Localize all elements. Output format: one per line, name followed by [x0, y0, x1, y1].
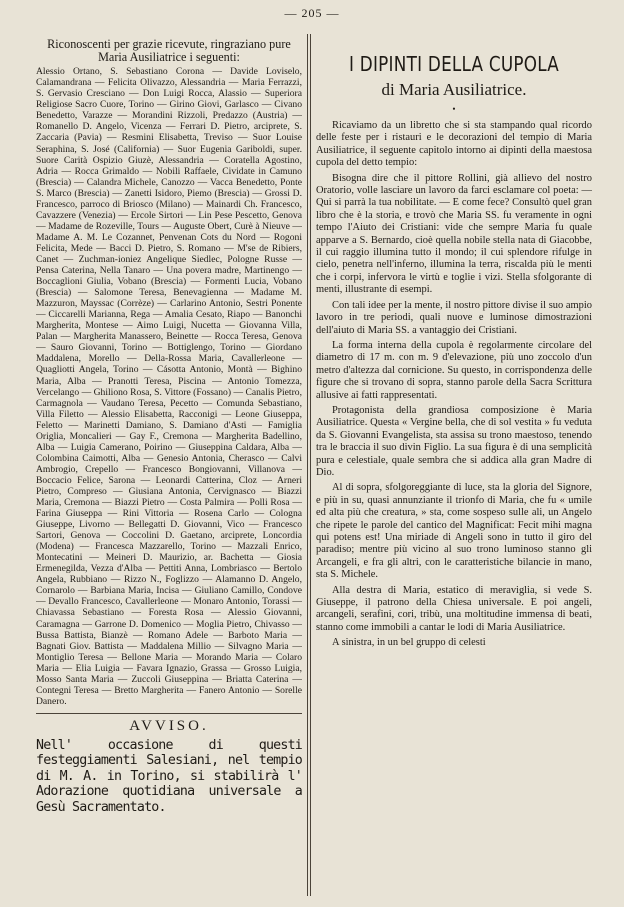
- avviso-title: AVVISO.: [129, 717, 209, 734]
- article-paragraph: La forma interna della cupola è regolarmente circolare del diametro di 17 m. con m. 9 d'elevazione, più uno zoccolo d'un metro d'altezza dal cornicione. Su questo, in corrispondenza delle figure che si trovano di sopra, stanno parole della Sacra Scrittura allusive ai fatti rappresentati.: [316, 339, 592, 401]
- right-column: [316, 34, 592, 894]
- thanks-name-list: Alessio Ortano, S. Sebastiano Corona — Davide Loviselo, Calamandrana — Felicita Olivazzo, Alessandria — Maria Ferrazzi, S. Gervasio Cresciano — Don Luigi Rocca, Alassio — Superiora Religiose Sacro Cuore, Torino — Girino Giovi, Garlasco — Civano Benedetto, Varazze — Morandini Rizzoli, Predazzo (Austria) — Romanello D. Angelo, Vicenza — Ferrari D. Pietro, arciprete, S. Zaccaria (Pavia) — Resmini Elisabetta, Treviso — Suor Louise Seraphina, S. José (California) — Suor Eugenia Gariboldi, super. Suore Carità Ospizio Giuzè, Alessandria — Coratella Agostino, Adria — Rocca Grimaldo — Nobili Raffaele, Cividate in Camuno (Brescia) — Calandra Michele, Canozzo — Vacca Benedetto, Ponte S. Marco (Brescia) — Zanetti Isidoro, Piemo (Brescia) — Grossi D. Francesco, parroco di Briosco (Milano) — Mainardi Ch. Francesco, Cavazzere (Venezia) — Ercole Sirtori — Lin Pese Pescetto, Genova — Madame de Rozeville, Tours — Auguste Obert, Curè à Nieuve — Madame A. M. Le Cozannet, Penvenan Cots du Nord — Rogoni Felicita, Mede — Bacci D. Pietro, S. Romano — M'se de Ribiers, Canet — Zuchman-ioniez Angelique Siedlec, Pologne Russe — Pensa Caterina, Nella Tanaro — Una povera madre, Martinengo — Boccaglioni Giulia, Vobano (Brescia) — Formenti Lucia, Vobano (Brescia) — Salomone Teresa, Benevagienna — Madame M. Mazzuron, Mayssac (Corrèze) — Carlarino Antonio, Sestri Ponente — Ciccarelli Marianna, Rega — Amalia Cesato, Riapo — Banonchi Margherita, Montese — Aimo Luigi, Nucetta — Giovanna Villa, Palan — Margherita Manassero, Beinette — Rocca Teresa, Genova — Sauro Giovanni, Torino — Bottiglengo, Torino — Giordano Maddalena, Morello — Della-Rossa Maria, Cavallerleone — Quagliotti Angela, Torino — Cásotta Antonio, Montà — Bighino Maria, Alba — Pranotti Teresa, Piscina — Antonio Tomezza, Vercelango — Ghiliono Rosa, S. Vittore (Fossano) — Canalis Pietro, Carmagnola — Vaudano Teresa, Pecetto — Comunda Sebastiano, Villa Filetto — Alessio Elisabetta, Racconigi — Leone Giuseppa, Feletto — Marinetti Damiano, S. Damiano d'Asti — Famiglia Origlia, Moncalieri — Gay F., Cremona — Margherita Badellino, Alba — Luigia Camerano, Poirino — Giuseppina Caldara, Alba — Colombina Caimotti, Alba — Genesio Antonia, Cherasco — Calvi Ambrogio, Crepello — Francesco Bongiovanni, Villanova — Boccacio Felice, Sarona — Leonardi Catterina, Cloz — Arneri Pietro, Compreso — Giusiana Antonia, Cervignasco — Biazzi Maria, Cremona — Biazzi Pietro — Costa Palmira — Polli Rosa — Farina Giuseppa — Rini Vittoria — Rosena Carlo — Cologna Giuseppe, Livorno — Bellegatti D. Giovanni, Vico — Francesco Sartori, Genova — Coccolini D. Gaetano, arciprete, Loncordia (Modena) — Francesca Mazzarello, Torino — Mazzali Enrico, Montecatini — Meineri D. Maurizio, ar. Bachetta — Giosia Ermenegilda, Vezza d'Alba — Pettiti Anna, Lombriasco — Bertolo Angela, Rubbiano — Rizzo N., Foglizzo — Alamanno D. Angelo, Cornarolo — Barbiana Maria, Incisa — Giuliano Camillo, Condove — Devallo Francesco, Cavallerleone — Monaro Antonio, Torassi — Chiavassa Sebastiano — Foresta Rosa — Alessio Giovanni, Caramagna — Garrone D. Domenico — Moglia Pietro, Chivasso — Bussa Battista, Bianzè — Romano Adele — Barboto Maria — Bagnati Giov. Battista — Maddalena Millio — Silvagno Maria — Montiglio Teresa — Bellone Maria — Morando Maria — Colaro Maria — Elia Luigia — Favara Ignazio, Grassa — Grosso Luigia, Mosso Santa Maria — Zuccoli Giuseppina — Briatta Caterina — Contegni Teresa — Bretto Margherita — Fanero Antonio — Sorelle Danero.: [36, 66, 302, 707]
- article-subtitle: di Maria Ausiliatrice.: [381, 80, 527, 99]
- article-title: I DIPINTI DELLA CUPOLA: [348, 52, 560, 76]
- article-paragraph: Bisogna dire che il pittore Rollini, già allievo del nostro Oratorio, volle lasciare un lavoro da farci esclamare col poeta: — Qui si parrà la tua nobilitate. — E come fece? Consultò quel gran libro che è la storia, e trovò che Maria SS. fu veramente in ogni tempo l'Aiuto dei Cristiani: vide che sempre Maria fu quale apparve a S. Bernardo, cioè quella nobile stella nata di Giacobbe, il cui raggio illumina tutto il mondo; il cui splendore rifulge in cielo, penetra nell'inferno, illumina la terra, riscalda più le menti che i corpi, infervora le virtù e toglie i vizi. Stella sfolgorante di menti, illustrante di esempi.: [316, 172, 592, 296]
- title-ornament: •: [452, 104, 456, 114]
- article-paragraph: Alla destra di Maria, estatico di meraviglia, si vede S. Giuseppe, il patrono della Chiesa universale. E poi angeli, arcangeli, serafini, cori, tribù, una moltitudine immensa di beati, stanno come immobili a cantar le lodi di Maria Ausiliatrice.: [316, 584, 592, 633]
- page-number: — 205 —: [284, 6, 340, 20]
- left-column: [36, 34, 302, 894]
- avviso-box: [36, 713, 302, 816]
- article-paragraph: Con tali idee per la mente, il nostro pittore divise il suo ampio lavoro in tre periodi, quali nuove e luminose dimostrazioni dell'aiuto di Maria SS. a vantaggio dei Cristiani.: [316, 299, 592, 336]
- thanks-heading: Riconoscenti per grazie ricevute, ringraziano pure Maria Ausiliatrice i seguenti:: [47, 37, 291, 64]
- column-divider: [307, 34, 308, 896]
- article-paragraph: Ricaviamo da un libretto che si sta stampando qual ricordo delle feste per i ristauri e le decorazioni del tempio di Maria Ausiliatrice, il seguente capitolo intorno ai dipinti della maestosa cupola del detto tempio:: [316, 120, 592, 169]
- article-paragraph: Protagonista della grandiosa composizione è Maria Ausiliatrice. Questa « Vergine bella, che di sol vestita » fu veduta da S. Giovanni Evangelista, sta assisa su trono maestoso, tenendo tra le braccia il suo divin Figlio. La sua figura è di una semplicità pura e celestiale, quale sembra che si addica alla gran Madre di Dio.: [316, 404, 592, 478]
- article-paragraph: A sinistra, in un bel gruppo di celesti: [332, 637, 486, 649]
- avviso-text: Nell' occasione di questi festeggiamenti Salesiani, nel tempio di M. A. in Torino, si stabilirà l' Adorazione quotidiana universale a Gesù Sacramentato.: [36, 737, 302, 815]
- article-paragraph: Al di sopra, sfolgoreggiante di luce, sta la gloria del Signore, e più in su, quasi annunziante il trionfo di Maria, che fu « umile ed alta più che creatura, » sta, come sospeso sulle ali, un Angelo che ripete le parole del cantico del Magnificat: Fecit mihi magna qui potens est! Una miriade di Angeli sono in tutto il giro del paradiso; mentre più vicino al suo trono luminoso stanno gli Arcangeli, e fra gli altri, con le caratteristiche bilancie in mano, sta S. Michele.: [316, 482, 592, 581]
- column-divider-inner: [310, 34, 311, 896]
